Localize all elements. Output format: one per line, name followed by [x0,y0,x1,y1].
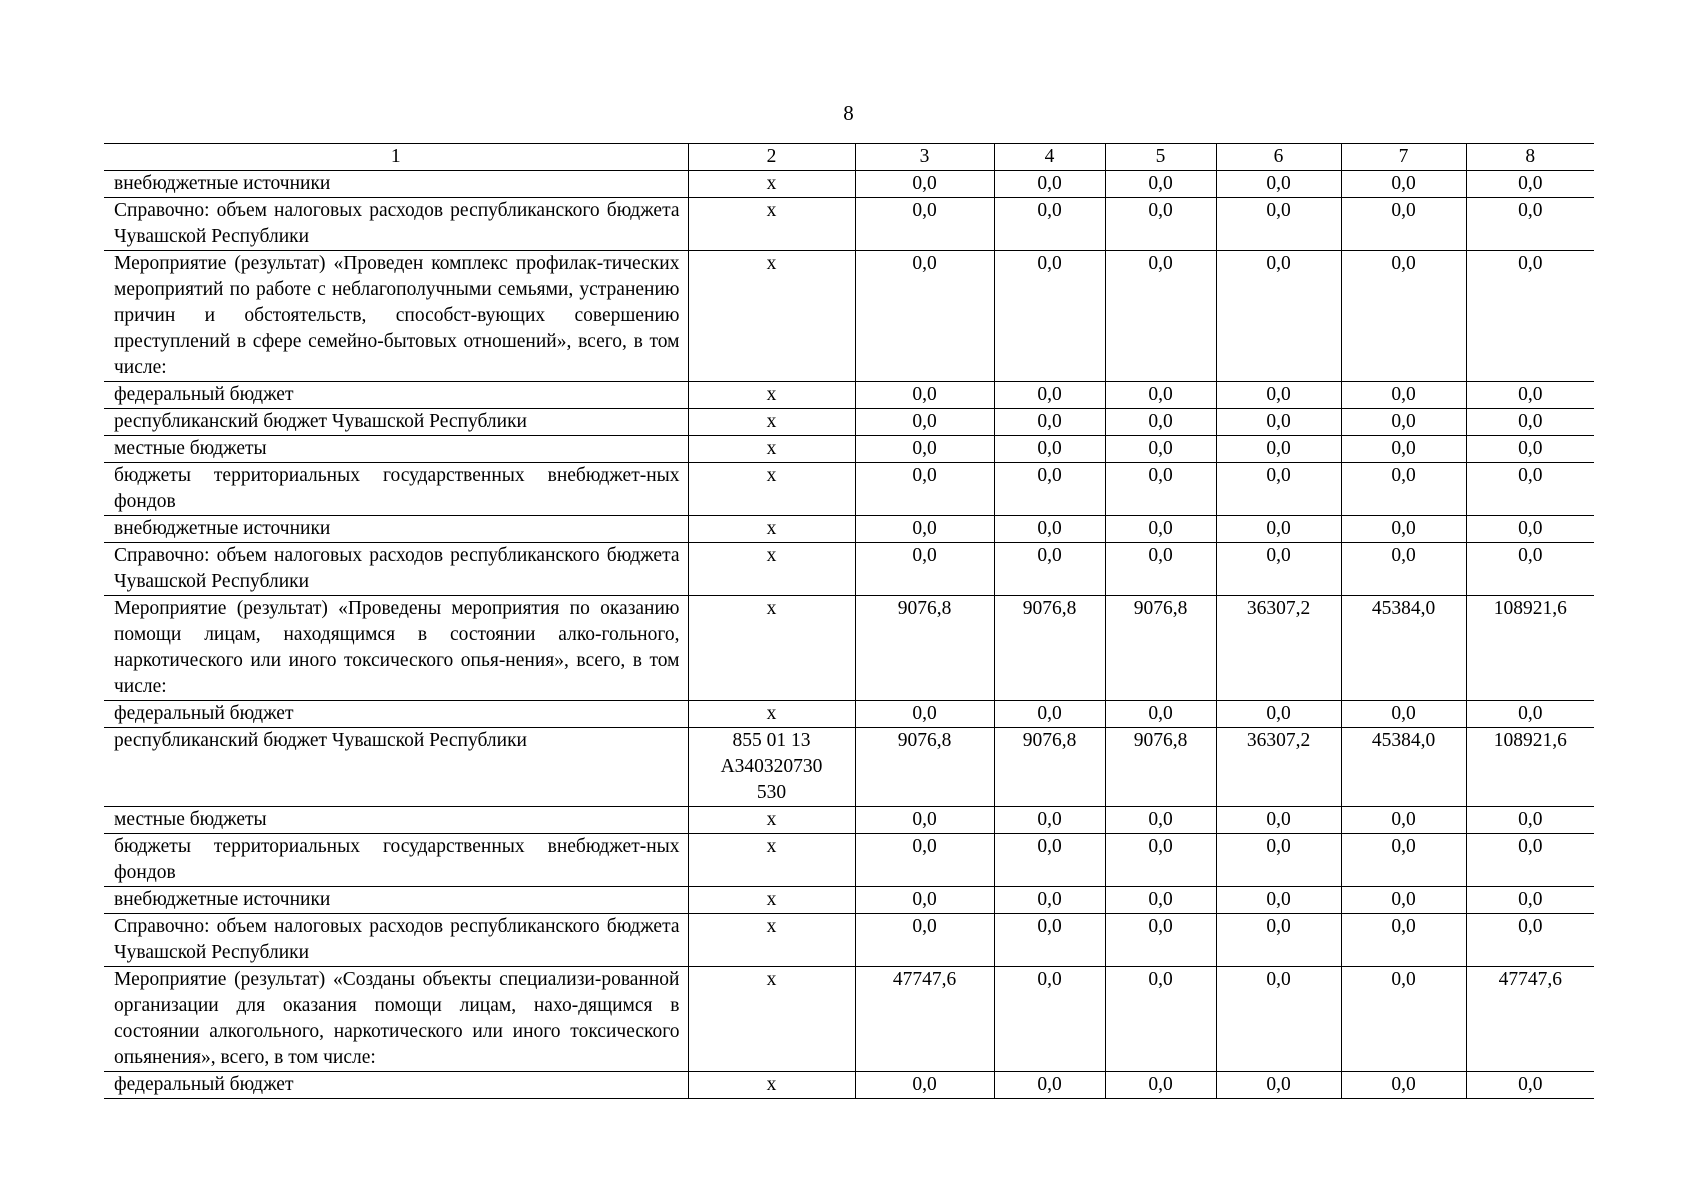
row-name-cell: Справочно: объем налоговых расходов республиканского бюджета Чувашской Республики [104,914,688,967]
table-row [104,887,1594,914]
value-cell: 0,0 [1105,463,1216,516]
value-cell: 9076,8 [855,728,994,807]
value-cell: 0,0 [994,463,1105,516]
budget-code-line: х [766,438,777,459]
table-row [104,251,1594,382]
value-cell: 0,0 [855,914,994,967]
value-cell: 0,0 [994,1072,1105,1099]
budget-code-line: х [766,703,777,724]
value-cell: 9076,8 [994,728,1105,807]
budget-code-cell [688,834,855,887]
value-cell: 0,0 [855,251,994,382]
table-row [104,382,1594,409]
value-cell: 0,0 [1216,1072,1341,1099]
value-cell: 0,0 [1341,834,1466,887]
budget-code-line: х [766,518,777,539]
value-cell: 0,0 [1341,251,1466,382]
value-cell: 0,0 [1466,807,1594,834]
value-cell: 0,0 [1341,171,1466,198]
value-cell: 0,0 [1216,834,1341,887]
value-cell: 0,0 [994,887,1105,914]
value-cell: 0,0 [994,436,1105,463]
row-name-cell: республиканский бюджет Чувашской Республики [104,409,688,436]
table-row [104,596,1594,701]
value-cell: 0,0 [1216,967,1341,1072]
header-cell: 7 [1341,144,1466,171]
row-name-cell: местные бюджеты [104,436,688,463]
value-cell: 0,0 [1216,382,1341,409]
value-cell: 0,0 [1216,171,1341,198]
budget-code-cell [688,728,855,807]
value-cell: 0,0 [1341,914,1466,967]
budget-table [104,143,1594,1099]
row-name-cell: Справочно: объем налоговых расходов республиканского бюджета Чувашской Республики [104,198,688,251]
budget-code-line: х [766,200,777,221]
value-cell: 0,0 [1105,382,1216,409]
value-cell: 0,0 [1105,436,1216,463]
budget-code-line: 855 01 13 [732,730,811,751]
budget-code-cell [688,807,855,834]
value-cell: 0,0 [1341,543,1466,596]
value-cell: 0,0 [1466,251,1594,382]
value-cell: 0,0 [1341,409,1466,436]
budget-code-line: х [766,411,777,432]
value-cell: 0,0 [994,914,1105,967]
row-name-cell: внебюджетные источники [104,171,688,198]
value-cell: 0,0 [994,701,1105,728]
table-row [104,728,1594,807]
header-cell: 6 [1216,144,1341,171]
value-cell: 0,0 [1216,463,1341,516]
value-cell: 0,0 [1216,436,1341,463]
value-cell: 0,0 [1341,807,1466,834]
value-cell: 0,0 [994,834,1105,887]
value-cell: 0,0 [1105,543,1216,596]
table-row [104,198,1594,251]
header-cell: 5 [1105,144,1216,171]
budget-code-cell [688,701,855,728]
table-row [104,171,1594,198]
header-cell: 3 [855,144,994,171]
value-cell: 0,0 [855,701,994,728]
header-cell: 2 [688,144,855,171]
row-name-cell: Мероприятие (результат) «Проведены мероприятия по оказанию помощи лицам, находящимся в состоянии алко-гольного, наркотического или иного токсического опья-нения», всего, в том числе: [104,596,688,701]
table-body [104,144,1594,1099]
row-name-cell: республиканский бюджет Чувашской Республики [104,728,688,807]
row-name-cell: внебюджетные источники [104,516,688,543]
value-cell: 0,0 [1105,701,1216,728]
budget-code-cell [688,914,855,967]
value-cell: 0,0 [1466,887,1594,914]
value-cell: 0,0 [994,171,1105,198]
value-cell: 0,0 [1466,382,1594,409]
value-cell: 0,0 [855,198,994,251]
row-name-cell: бюджеты территориальных государственных внебюджет-ных фондов [104,463,688,516]
table-row [104,516,1594,543]
header-cell: 1 [104,144,688,171]
row-name-cell: федеральный бюджет [104,701,688,728]
value-cell: 0,0 [1216,251,1341,382]
budget-code-line: х [766,916,777,937]
value-cell: 108921,6 [1466,596,1594,701]
value-cell: 0,0 [855,463,994,516]
value-cell: 0,0 [1105,834,1216,887]
budget-code-line: х [766,465,777,486]
budget-code-cell [688,516,855,543]
value-cell: 0,0 [1466,171,1594,198]
value-cell: 0,0 [855,887,994,914]
value-cell: 108921,6 [1466,728,1594,807]
value-cell: 0,0 [1105,516,1216,543]
value-cell: 0,0 [1341,198,1466,251]
value-cell: 9076,8 [1105,596,1216,701]
value-cell: 0,0 [1466,516,1594,543]
value-cell: 0,0 [994,409,1105,436]
budget-code-line: х [766,1074,777,1095]
table-row [104,463,1594,516]
table-row [104,436,1594,463]
page-number: 8 [843,101,854,125]
value-cell: 9076,8 [855,596,994,701]
value-cell: 0,0 [1466,463,1594,516]
value-cell: 0,0 [994,543,1105,596]
budget-code-line: 530 [756,782,787,803]
value-cell: 0,0 [1105,887,1216,914]
value-cell: 0,0 [1466,436,1594,463]
value-cell: 0,0 [1466,1072,1594,1099]
value-cell: 9076,8 [1105,728,1216,807]
value-cell: 0,0 [1341,436,1466,463]
value-cell: 0,0 [1341,382,1466,409]
budget-code-line: х [766,173,777,194]
table-row [104,701,1594,728]
row-name-cell: Мероприятие (результат) «Проведен комплекс профилак-тических мероприятий по работе с неблагополучными семьями, устранению причин и обстоятельств, способст-вующих совершению преступлений в сфере семейно-бытовых отношений», всего, в том числе: [104,251,688,382]
value-cell: 0,0 [1466,834,1594,887]
budget-code-cell [688,596,855,701]
row-name-cell: Справочно: объем налоговых расходов республиканского бюджета Чувашской Республики [104,543,688,596]
table-row [104,807,1594,834]
value-cell: 0,0 [855,436,994,463]
table-row [104,914,1594,967]
row-name-cell: Мероприятие (результат) «Созданы объекты специализи-рованной организации для оказания помощи лицам, нахо-дящимся в состоянии алкогольного, наркотического или иного токсического опьянения», всего, в том числе: [104,967,688,1072]
budget-code-line: х [766,889,777,910]
budget-code-cell [688,251,855,382]
value-cell: 0,0 [1216,409,1341,436]
value-cell: 0,0 [1466,701,1594,728]
value-cell: 0,0 [855,834,994,887]
value-cell: 0,0 [1216,543,1341,596]
value-cell: 0,0 [855,516,994,543]
budget-code-cell [688,887,855,914]
value-cell: 0,0 [1466,198,1594,251]
budget-code-line: х [766,809,777,830]
value-cell: 0,0 [855,1072,994,1099]
value-cell: 0,0 [1216,807,1341,834]
budget-code-line: х [766,253,777,274]
row-name-cell: бюджеты территориальных государственных внебюджет-ных фондов [104,834,688,887]
budget-code-cell [688,382,855,409]
budget-code-cell [688,409,855,436]
value-cell: 0,0 [1105,198,1216,251]
row-name-cell: местные бюджеты [104,807,688,834]
budget-code-cell [688,436,855,463]
row-name-cell: федеральный бюджет [104,382,688,409]
value-cell: 36307,2 [1216,596,1341,701]
budget-code-line: х [766,384,777,405]
budget-code-line: А340320730 [720,756,823,777]
row-name-cell: внебюджетные источники [104,887,688,914]
value-cell: 0,0 [1341,701,1466,728]
value-cell: 0,0 [855,171,994,198]
header-row [104,144,1594,171]
value-cell: 47747,6 [855,967,994,1072]
value-cell: 0,0 [855,807,994,834]
value-cell: 0,0 [855,409,994,436]
value-cell: 0,0 [1341,1072,1466,1099]
header-cell: 4 [994,144,1105,171]
value-cell: 0,0 [855,382,994,409]
budget-code-cell [688,967,855,1072]
value-cell: 45384,0 [1341,596,1466,701]
value-cell: 36307,2 [1216,728,1341,807]
value-cell: 0,0 [994,382,1105,409]
value-cell: 0,0 [1341,887,1466,914]
value-cell: 0,0 [1341,463,1466,516]
value-cell: 0,0 [1105,967,1216,1072]
budget-code-cell [688,543,855,596]
table-row [104,834,1594,887]
value-cell: 0,0 [1216,516,1341,543]
value-cell: 0,0 [994,516,1105,543]
value-cell: 0,0 [994,967,1105,1072]
value-cell: 0,0 [1105,914,1216,967]
budget-code-cell [688,198,855,251]
value-cell: 0,0 [1105,409,1216,436]
value-cell: 0,0 [994,807,1105,834]
value-cell: 0,0 [1466,409,1594,436]
value-cell: 0,0 [1105,251,1216,382]
budget-code-line: х [766,836,777,857]
value-cell: 0,0 [1466,914,1594,967]
budget-code-line: х [766,545,777,566]
value-cell: 0,0 [1466,543,1594,596]
value-cell: 0,0 [1216,887,1341,914]
budget-code-cell [688,1072,855,1099]
value-cell: 0,0 [1341,516,1466,543]
value-cell: 0,0 [1216,914,1341,967]
table-row [104,409,1594,436]
row-name-cell: федеральный бюджет [104,1072,688,1099]
value-cell: 0,0 [855,543,994,596]
budget-code-line: х [766,969,777,990]
value-cell: 47747,6 [1466,967,1594,1072]
value-cell: 0,0 [1105,807,1216,834]
value-cell: 0,0 [1216,701,1341,728]
budget-code-cell [688,171,855,198]
table-row [104,967,1594,1072]
value-cell: 0,0 [994,251,1105,382]
value-cell: 0,0 [1341,967,1466,1072]
budget-code-cell [688,463,855,516]
value-cell: 0,0 [1105,1072,1216,1099]
table-row [104,543,1594,596]
value-cell: 0,0 [994,198,1105,251]
value-cell: 0,0 [1216,198,1341,251]
value-cell: 9076,8 [994,596,1105,701]
value-cell: 0,0 [1105,171,1216,198]
value-cell: 45384,0 [1341,728,1466,807]
table-row [104,1072,1594,1099]
header-cell: 8 [1466,144,1594,171]
budget-code-line: х [766,598,777,619]
